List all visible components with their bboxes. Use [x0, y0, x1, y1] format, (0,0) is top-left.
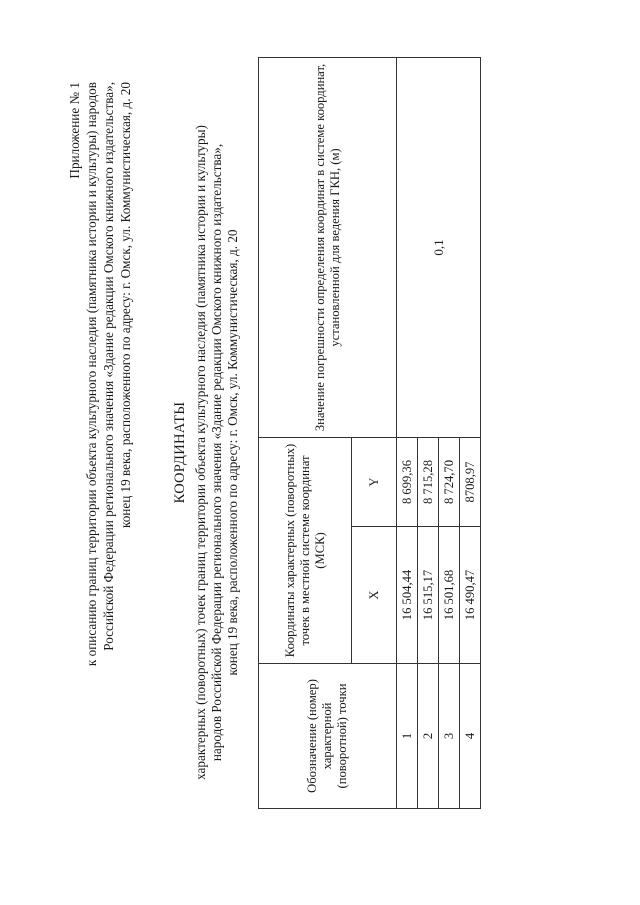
document-title: КООРДИНАТЫ	[172, 401, 188, 504]
y-coordinate-cell: 8 699,36	[397, 438, 418, 527]
point-number-cell: 2	[418, 664, 439, 809]
x-coordinate-cell: 16 504,44	[397, 527, 418, 664]
appendix-header	[66, 82, 134, 666]
x-coordinate-cell: 16 490,47	[460, 527, 481, 664]
appendix-caption-line: к описанию границ территории объекта культурного наследия (памятника истории и культуры) народов	[84, 82, 99, 667]
appendix-caption-line: Российской Федерации регионального значения «Здание редакции Омского книжного издательства»,	[101, 82, 116, 651]
x-coordinate-cell: 16 515,17	[418, 527, 439, 664]
document-heading	[172, 0, 241, 905]
header-y: Y	[352, 438, 397, 527]
header-point-number: Обозначение (номер) характерной (поворотной) точки	[259, 664, 397, 809]
heading-line: конец 19 века, расположенного по адресу: г. Омск, ул. Коммунистическая, д. 20	[225, 229, 240, 676]
heading-line: характерных (поворотных) точек границ территории объекта культурного наследия (памятника истории и культуры)	[193, 125, 208, 780]
coordinates-table	[258, 57, 481, 809]
header-coordinates: Координаты характерных (поворотных) точек в местной системе координат (МСК)	[259, 438, 352, 664]
y-coordinate-cell: 8 715,28	[418, 438, 439, 527]
heading-line: народов Российской Федерации регионального значения «Здание редакции Омского книжного издательства»,	[209, 143, 224, 762]
header-accuracy: Значение погрешности определения координат в системе координат, установленной для ведения ГКН, (м)	[259, 58, 397, 438]
point-number-cell: 4	[460, 664, 481, 809]
table-header-row	[259, 58, 352, 809]
appendix-caption-line: конец 19 века, расположенного по адресу: г. Омск, ул. Коммунистическая, д. 20	[118, 82, 133, 529]
x-coordinate-cell: 16 501,68	[439, 527, 460, 664]
point-number-cell: 1	[397, 664, 418, 809]
accuracy-value-cell: 0,1	[397, 58, 481, 438]
y-coordinate-cell: 8 724,70	[439, 438, 460, 527]
appendix-number: Приложение № 1	[67, 82, 82, 179]
table-row	[397, 58, 418, 809]
y-coordinate-cell: 8708,97	[460, 438, 481, 527]
header-x: X	[352, 527, 397, 664]
point-number-cell: 3	[439, 664, 460, 809]
